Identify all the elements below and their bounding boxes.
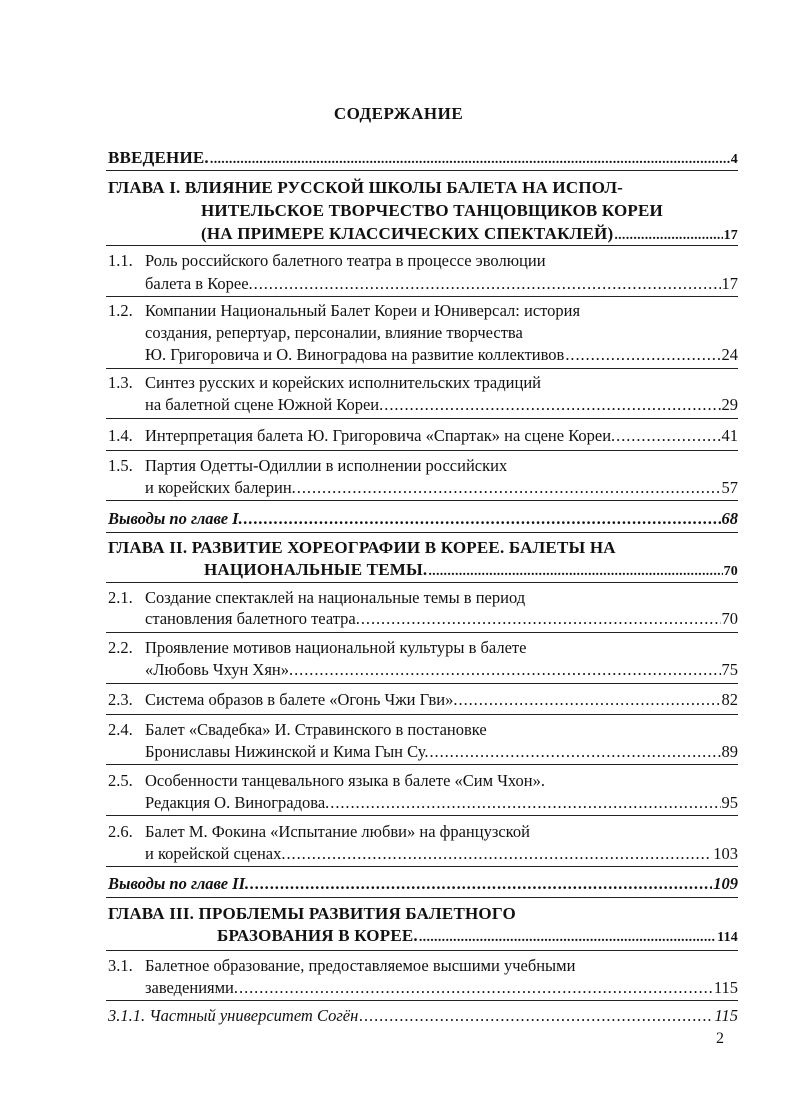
divider <box>106 950 738 951</box>
toc-page-number: 70 <box>721 609 738 628</box>
divider <box>106 368 738 369</box>
section-number: 2.3. <box>108 690 133 709</box>
chapter-heading-line: ГЛАВА III. ПРОБЛЕМЫ РАЗВИТИЯ БАЛЕТНОГО <box>108 904 516 923</box>
dot-leader <box>616 424 720 448</box>
dot-leader <box>565 343 720 367</box>
section-title-line: Партия Одетты-Одиллии в исполнении российских <box>145 456 508 475</box>
dot-leader <box>250 872 712 896</box>
divider <box>106 245 738 246</box>
section-title-line: Балет «Свадебка» И. Стравинского в постановке <box>145 720 487 739</box>
section-title-line: Роль российского балетного театра в процессе эволюции <box>145 251 546 270</box>
dot-leader <box>244 507 721 531</box>
section-last-line <box>145 658 738 682</box>
section-last-line <box>145 976 738 1000</box>
dot-leader <box>297 476 721 500</box>
section-title-line: Брониславы Нижинской и Кима Гын Су. <box>145 742 429 761</box>
section-number: 2.1. <box>108 588 133 607</box>
page-title: СОДЕРЖАНИЕ <box>333 104 464 123</box>
subsection-label: 3.1.1. Частный университет Согён <box>108 1006 359 1025</box>
dot-leader <box>428 560 722 584</box>
dot-leader <box>384 393 720 417</box>
toc-entry-label: ВВЕДЕНИЕ. <box>108 148 209 167</box>
section-title-line: Балетное образование, предоставляемое высшими учебными <box>145 956 576 975</box>
section-title-line: Интерпретация балета Ю. Григоровича «Спартак» на сцене Кореи. <box>145 426 616 445</box>
toc-conclusion-1[interactable] <box>108 507 738 531</box>
toc-page-number: 114 <box>717 930 738 945</box>
toc-page-number: 4 <box>730 152 738 167</box>
chapter-heading-last-line <box>204 558 738 582</box>
section-title-line: «Любовь Чхун Хян». <box>145 660 294 679</box>
toc-conclusion-2[interactable] <box>108 872 738 896</box>
dot-leader <box>254 272 721 296</box>
section-title-line: и корейской сценах. <box>145 844 286 863</box>
chapter-heading-line: НАЦИОНАЛЬНЫЕ ТЕМЫ. <box>204 560 428 579</box>
section-title-line: и корейских балерин. <box>145 478 296 497</box>
section-last-line <box>145 393 738 417</box>
section-last-line <box>145 476 738 500</box>
toc-page-number: 29 <box>721 395 738 414</box>
toc-page-number: 89 <box>721 742 738 761</box>
section-title-line: Редакция О. Виноградова. <box>145 793 330 812</box>
section-number: 2.5. <box>108 771 133 790</box>
divider <box>106 815 738 816</box>
divider <box>106 683 738 684</box>
section-title-line: балета в Корее. <box>145 274 253 293</box>
toc-subsection-3-1-1[interactable] <box>108 1004 738 1028</box>
toc-page-number: 68 <box>721 509 738 528</box>
section-number: 2.6. <box>108 822 133 841</box>
toc-entry-introduction[interactable] <box>108 146 738 170</box>
section-title-line: создания, репертуар, персоналии, влияние творчества <box>145 323 523 342</box>
toc-page-number: 95 <box>721 793 738 812</box>
conclusion-label: Выводы по главе II. <box>108 874 250 893</box>
divider <box>106 897 738 898</box>
divider <box>106 582 738 583</box>
section-last-line <box>145 424 738 448</box>
conclusion-label: Выводы по главе I. <box>108 509 243 528</box>
chapter-heading-last-line <box>201 222 738 246</box>
divider <box>106 764 738 765</box>
chapter-heading-line: НИТЕЛЬСКОЕ ТВОРЧЕСТВО ТАНЦОВЩИКОВ КОРЕИ <box>201 201 663 220</box>
dot-leader <box>359 1004 713 1028</box>
divider <box>106 632 738 633</box>
chapter-heading-line: ГЛАВА I. ВЛИЯНИЕ РУССКОЙ ШКОЛЫ БАЛЕТА НА ИСПОЛ- <box>108 178 624 197</box>
dot-leader <box>330 791 720 815</box>
section-title-line: Ю. Григоровича и О. Виноградова на развитие коллективов <box>145 345 565 364</box>
section-last-line <box>145 842 738 866</box>
divider <box>106 296 738 297</box>
toc-page-number: 17 <box>721 274 738 293</box>
section-number: 3.1. <box>108 956 133 975</box>
toc-page-number: 103 <box>713 844 738 863</box>
section-last-line <box>145 343 738 367</box>
chapter-heading-line: (НА ПРИМЕРЕ КЛАССИЧЕСКИХ СПЕКТАКЛЕЙ) <box>201 224 614 243</box>
toc-page-number: 82 <box>721 690 738 709</box>
section-title-line: Синтез русских и корейских исполнительских традиций <box>145 373 541 392</box>
divider <box>106 500 738 501</box>
toc-page-number: 115 <box>714 1006 738 1025</box>
toc-page-number: 75 <box>721 660 738 679</box>
section-number: 1.3. <box>108 373 133 392</box>
page-number: 2 <box>716 1030 724 1047</box>
toc-page-number: 115 <box>713 978 738 997</box>
dot-leader <box>287 842 713 866</box>
toc-page-number: 41 <box>721 426 738 445</box>
section-title-line: заведениями. <box>145 978 239 997</box>
dot-leader <box>361 607 721 631</box>
chapter-heading-line: ГЛАВА II. РАЗВИТИЕ ХОРЕОГРАФИИ В КОРЕЕ. БАЛЕТЫ НА <box>108 538 616 557</box>
toc-page-number: 24 <box>721 345 738 364</box>
section-title-line: Компании Национальный Балет Кореи и Юниверсал: история <box>145 301 581 320</box>
toc-page-number: 17 <box>723 228 738 243</box>
divider <box>106 532 738 533</box>
section-last-line <box>145 272 738 296</box>
section-title-line: Особенности танцевального языка в балете «Сим Чхон». <box>145 771 545 790</box>
section-number: 2.4. <box>108 720 133 739</box>
divider <box>106 170 738 171</box>
divider <box>106 866 738 867</box>
section-number: 1.1. <box>108 251 133 270</box>
section-last-line <box>145 740 738 764</box>
section-title-line: становления балетного театра. <box>145 609 360 628</box>
chapter-heading-last-line <box>217 924 738 948</box>
section-number: 2.2. <box>108 638 133 657</box>
divider <box>106 1000 738 1001</box>
section-last-line <box>145 688 738 712</box>
section-title-line: Система образов в балете «Огонь Чжи Гви». <box>145 690 458 709</box>
dot-leader <box>429 740 720 764</box>
section-title-line: на балетной сцене Южной Кореи. <box>145 395 384 414</box>
section-last-line <box>145 791 738 815</box>
section-number: 1.4. <box>108 426 133 445</box>
dot-leader <box>239 976 713 1000</box>
toc-page-number: 70 <box>723 564 738 579</box>
divider <box>106 418 738 419</box>
section-title-line: Проявление мотивов национальной культуры в балете <box>145 638 527 657</box>
dot-leader <box>459 688 721 712</box>
divider <box>106 450 738 451</box>
dot-leader <box>210 148 730 172</box>
section-last-line <box>145 607 738 631</box>
chapter-heading-line: БРАЗОВАНИЯ В КОРЕЕ. <box>217 926 418 945</box>
section-number: 1.2. <box>108 301 133 320</box>
divider <box>106 714 738 715</box>
section-title-line: Балет М. Фокина «Испытание любви» на французской <box>145 822 530 841</box>
section-title-line: Создание спектаклей на национальные темы в период <box>145 588 526 607</box>
dot-leader <box>419 926 716 950</box>
toc-page-number: 57 <box>721 478 738 497</box>
toc-page-number: 109 <box>713 874 738 893</box>
dot-leader <box>294 658 720 682</box>
section-number: 1.5. <box>108 456 133 475</box>
